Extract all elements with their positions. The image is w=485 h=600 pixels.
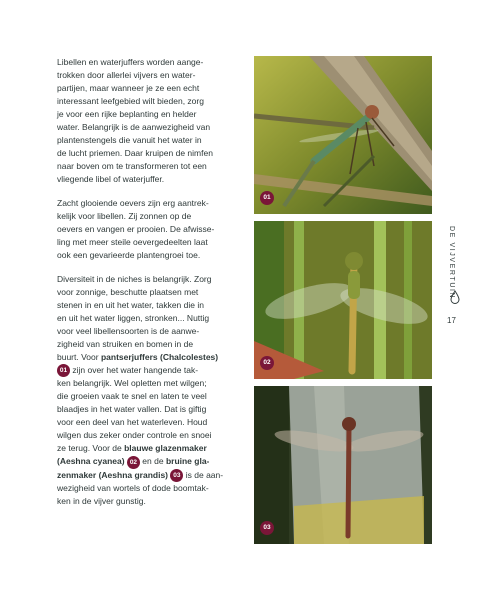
text-line: oevers en vangen er prooien. De afwisse- (57, 224, 215, 234)
body-text (57, 56, 239, 519)
species-name-aeshna-grandis: zenmaker (Aeshna grandis) (57, 469, 169, 480)
text-line: trokken door allerlei vijvers en water- (57, 70, 196, 80)
photo-damselfly (254, 56, 432, 214)
text-line: je voor een rijke beplanting en helder (57, 109, 197, 119)
text-line (57, 469, 239, 482)
text-line: Libellen en waterjuffers worden aange- (57, 57, 204, 67)
text-line: blaadjes in het water vallen. Dat is giftig (57, 404, 207, 415)
text-line: plantenstengels die vanuit het water in (57, 135, 202, 145)
photo-ref-badge-01: 01 (57, 364, 70, 377)
paragraph-3 (57, 273, 239, 508)
water-drop-icon (450, 290, 460, 304)
text-line: ling met meer steile oevergedeelten laat (57, 237, 208, 247)
species-name-chalcolestes: pantserjuffers (Chalcolestes) (100, 352, 219, 362)
photo-number-badge: 01 (260, 191, 274, 205)
text-line: voor een deel van het waterleven. Houd (57, 417, 208, 428)
text-run: buurt. Voor (57, 352, 101, 362)
text-line (57, 442, 239, 455)
text-line: en uit het water liggen, stronken... Nuttig (57, 313, 210, 323)
text-line: ken in de vijver gunstig. (57, 495, 146, 506)
photo-ref-badge-02: 02 (127, 456, 140, 469)
text-line: water. Belangrijk is de aanwezigheid van (57, 122, 211, 132)
text-line: partijen, maar wanneer je ze een echt (57, 83, 200, 93)
text-line: ook een gevarieerde plantengroei toe. (57, 250, 201, 260)
text-line: Zacht glooiende oevers zijn erg aantrek- (57, 198, 209, 208)
text-line: vliegende libel of waterjuffer. (57, 174, 165, 184)
dragonfly-green-illustration (254, 221, 432, 379)
photo-number-badge: 02 (260, 356, 274, 370)
species-name-blauwe-glazenmaker: blauwe glazenmaker (124, 443, 207, 454)
text-run: is de aan- (183, 469, 224, 480)
photo-dragonfly-brown (254, 386, 432, 544)
photo-ref-badge-03: 03 (170, 469, 183, 482)
damselfly-illustration (254, 56, 432, 214)
text-line: voor veel libellensoorten is de aanwe- (57, 326, 200, 336)
text-line (57, 351, 239, 364)
text-line: kelijk voor libellen. Zij zonnen op de (57, 211, 192, 221)
text-line: voor zonnige, beschutte plaatsen met (57, 287, 199, 297)
text-line: wilgen dus zeker onder controle en snoei (57, 430, 212, 441)
species-name-aeshna-cyanea: (Aeshna cyanea) (57, 456, 125, 467)
text-line: naar boven om te transformeren tot een (57, 161, 207, 171)
photo-dragonfly-green (254, 221, 432, 379)
text-line: de lucht priemen. Daar kruipen de nimfen (57, 148, 213, 158)
text-line (57, 455, 239, 468)
text-run: en de (139, 456, 166, 467)
text-line: Diversiteit in de niches is belangrijk. Zorg (57, 274, 212, 284)
text-line (57, 364, 239, 377)
text-run: ze terug. Voor de (57, 443, 125, 454)
paragraph-2 (57, 197, 239, 262)
text-line: zigheid van struiken en bomen in de (57, 339, 194, 349)
page-number: 17 (447, 316, 456, 325)
text-line: ken belangrijk. Wel opletten met wilgen; (57, 378, 207, 389)
dragonfly-brown-illustration (254, 386, 432, 544)
section-title: DE VIJVERTUIN (448, 226, 455, 300)
photo-number-badge: 03 (260, 521, 274, 535)
species-name-bruine-glazenmaker: bruine gla- (165, 456, 210, 467)
text-line: interessant leefgebied wilt bieden, zorg (57, 96, 204, 106)
text-line: wezigheid van wortels of dode boomtak- (57, 482, 209, 493)
text-line: stenen in en uit het water, takken die in (57, 300, 204, 310)
paragraph-1 (57, 56, 239, 186)
text-run: zijn over het water hangende tak- (70, 365, 199, 375)
text-line: die groeien vaak te snel en laten te veel (57, 391, 207, 402)
